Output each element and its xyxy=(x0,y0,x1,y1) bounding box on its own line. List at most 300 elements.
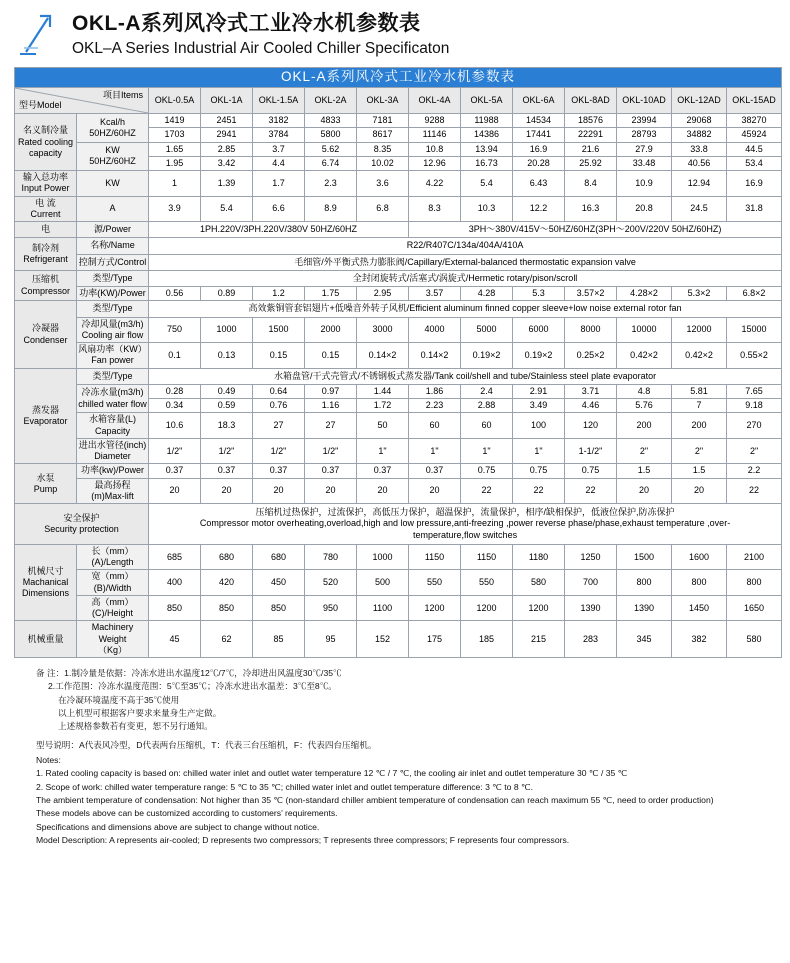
cell: 33.48 xyxy=(617,156,672,170)
group-pump: 水泵 Pump xyxy=(15,464,77,504)
notes-cn xyxy=(36,667,776,752)
cell: 2941 xyxy=(201,128,253,142)
note-en-2: 2. Scope of work: chilled water temperature range: 5 ℃ to 35 ℃; chilled water inlet and outlet temperature difference: 3 ℃ to 8 ℃. xyxy=(36,781,534,792)
cell: 5.62 xyxy=(305,142,357,156)
cell: 680 xyxy=(201,544,253,570)
cell: 1/2" xyxy=(253,438,305,464)
cell: 580 xyxy=(513,570,565,596)
cell: 800 xyxy=(617,570,672,596)
row-pump-lift xyxy=(15,478,782,504)
power-right-value: 3PH～380V/415V～50HZ/60HZ(3PH～200V/220V 50HZ/60HZ) xyxy=(409,222,782,238)
cell: 0.14×2 xyxy=(409,343,461,369)
cell: 44.5 xyxy=(727,142,782,156)
cell: 27 xyxy=(253,413,305,439)
note-en-3: The ambient temperature of condensation: Not higher than 35 ℃ (non-standard chiller ambient temperature of condensation can reach maximum 55 ℃, need to order production) xyxy=(36,794,714,805)
note-cn-1: 备 注：1.制冷量是依据：冷冻水进出水温度12℃/7℃，冷却进出风温度30℃/35℃ xyxy=(36,668,342,679)
note-en-4: These models above can be customized according to customers’ requirements. xyxy=(36,808,338,819)
cell: 1450 xyxy=(672,595,727,621)
cell: 580 xyxy=(727,621,782,658)
power-label-mid: 源/Power xyxy=(77,222,149,238)
corner-model-label: 型号Model xyxy=(19,99,62,110)
cell: 29068 xyxy=(672,114,727,128)
group-condenser: 冷凝器 Condenser xyxy=(15,301,77,368)
cell: 22 xyxy=(727,478,782,504)
row-dim-length xyxy=(15,544,782,570)
model-header-row xyxy=(15,88,782,114)
cell: 5.4 xyxy=(201,196,253,222)
cell: 53.4 xyxy=(727,156,782,170)
power-left-value: 1PH.220V/3PH.220V/380V 50HZ/60HZ xyxy=(149,222,409,238)
cell: 45924 xyxy=(727,128,782,142)
cell: 345 xyxy=(617,621,672,658)
group-dimensions: 机械尺寸 Machanical Dimensions xyxy=(15,544,77,621)
cell: 1500 xyxy=(617,544,672,570)
row-input-power xyxy=(15,171,782,197)
cell: 3.6 xyxy=(357,171,409,197)
group-current: 电 流 Current xyxy=(15,196,77,222)
group-input-power: 输入总功率 Input Power xyxy=(15,171,77,197)
cell: 685 xyxy=(149,544,201,570)
cell: 3.57×2 xyxy=(565,287,617,301)
cell: 1180 xyxy=(513,544,565,570)
cell: 6.8×2 xyxy=(727,287,782,301)
cell: 40.56 xyxy=(672,156,727,170)
notes-section xyxy=(14,667,776,847)
cell: 1419 xyxy=(149,114,201,128)
page-title-cn: OKL-A系列风冷式工业冷水机参数表 xyxy=(72,12,421,35)
row-evaporator-tank xyxy=(15,413,782,439)
cell: 1.16 xyxy=(305,399,357,413)
cell: 850 xyxy=(201,595,253,621)
cell: 1100 xyxy=(357,595,409,621)
cell: 1-1/2" xyxy=(565,438,617,464)
cell: 2" xyxy=(672,438,727,464)
cell: 11146 xyxy=(409,128,461,142)
cell: 520 xyxy=(305,570,357,596)
cell: 20 xyxy=(409,478,461,504)
cell: 20 xyxy=(672,478,727,504)
cell: 0.19×2 xyxy=(461,343,513,369)
cell: 1.2 xyxy=(253,287,305,301)
note-en-1: 1. Rated cooling capacity is based on: chilled water inlet and outlet water temperature 12 ℃ / 7 ℃, the cooling air inlet and outlet temperature 30 ℃ / 35 ℃ xyxy=(36,768,628,779)
cell: 2.91 xyxy=(513,384,565,398)
model-col-11: OKL-15AD xyxy=(727,88,782,114)
cell: 1150 xyxy=(409,544,461,570)
cell: 4833 xyxy=(305,114,357,128)
cell: 0.34 xyxy=(149,399,201,413)
condenser-type-value: 高效紫铜管套铝翅片+低噪音外转子风机/Efficient aluminum finned copper sleeve+low noise external rotor fan xyxy=(149,301,782,317)
cell: 2000 xyxy=(305,317,357,343)
model-col-5: OKL-4A xyxy=(409,88,461,114)
row-refrigerant-control xyxy=(15,254,782,270)
cell: 850 xyxy=(253,595,305,621)
cell: 950 xyxy=(305,595,357,621)
evaporator-tank-label: 水箱容量(L) Capacity xyxy=(77,413,149,439)
cell: 5.81 xyxy=(672,384,727,398)
group-rated-cooling: 名义制冷量 Rated cooling capacity xyxy=(15,114,77,171)
cell: 0.97 xyxy=(305,384,357,398)
row-compressor-power xyxy=(15,287,782,301)
cell: 0.37 xyxy=(149,464,201,478)
cell: 3.42 xyxy=(201,156,253,170)
cell: 2.2 xyxy=(727,464,782,478)
row-weight xyxy=(15,621,782,658)
table-banner: OKL-A系列风冷式工业冷水机参数表 xyxy=(15,68,782,88)
cell: 8.4 xyxy=(565,171,617,197)
cell: 38270 xyxy=(727,114,782,128)
cell: 175 xyxy=(409,621,461,658)
cell: 7181 xyxy=(357,114,409,128)
cell: 1" xyxy=(409,438,461,464)
cell: 1/2" xyxy=(305,438,357,464)
cell: 60 xyxy=(409,413,461,439)
cell: 5.3 xyxy=(513,287,565,301)
cell: 0.15 xyxy=(253,343,305,369)
cell: 1150 xyxy=(461,544,513,570)
cell: 185 xyxy=(461,621,513,658)
cell: 1250 xyxy=(565,544,617,570)
cell: 850 xyxy=(149,595,201,621)
row-pump-power xyxy=(15,464,782,478)
cell: 0.15 xyxy=(305,343,357,369)
cell: 1390 xyxy=(617,595,672,621)
row-evaporator-flow-1 xyxy=(15,384,782,398)
cell: 420 xyxy=(201,570,253,596)
cell: 4000 xyxy=(409,317,461,343)
cell: 22 xyxy=(461,478,513,504)
note-cn-6: 型号说明：A代表风冷型，D代表两台压缩机，T：代表三台压缩机，F：代表四台压缩机。 xyxy=(36,739,377,750)
cell: 24.5 xyxy=(672,196,727,222)
sub-kw: KW 50HZ/60HZ xyxy=(77,142,149,171)
cell: 60 xyxy=(461,413,513,439)
cell: 3.7 xyxy=(253,142,305,156)
cell: 3.49 xyxy=(513,399,565,413)
row-security xyxy=(15,504,782,545)
cell: 12.2 xyxy=(513,196,565,222)
cell: 0.42×2 xyxy=(672,343,727,369)
condenser-airflow-label: 冷却风量(m3/h) Cooling air flow xyxy=(77,317,149,343)
cell: 152 xyxy=(357,621,409,658)
cell: 5.3×2 xyxy=(672,287,727,301)
pump-power-label: 功率(kw)/Power xyxy=(77,464,149,478)
cell: 200 xyxy=(617,413,672,439)
sub-current-a: A xyxy=(77,196,149,222)
model-col-3: OKL-2A xyxy=(305,88,357,114)
cell: 85 xyxy=(253,621,305,658)
cell: 0.13 xyxy=(201,343,253,369)
cell: 120 xyxy=(565,413,617,439)
security-line-cn: 压缩机过热保护，过流保护，高低压力保护，超温保护，流量保护，相序/缺相保护，低液位保护,防冻保护 xyxy=(255,507,675,518)
model-col-8: OKL-8AD xyxy=(565,88,617,114)
model-col-0: OKL-0.5A xyxy=(149,88,201,114)
corner-items-label: 项目Items xyxy=(102,90,143,101)
cell: 3784 xyxy=(253,128,305,142)
cell: 0.25×2 xyxy=(565,343,617,369)
cell: 1.5 xyxy=(617,464,672,478)
sub-input-kw: KW xyxy=(77,171,149,197)
row-kcal-50 xyxy=(15,114,782,128)
cell: 95 xyxy=(305,621,357,658)
note-cn-5: 上述规格参数若有变更，恕不另行通知。 xyxy=(58,721,213,732)
cell: 680 xyxy=(253,544,305,570)
corner-header-cell xyxy=(15,88,149,114)
table-banner-row xyxy=(15,68,782,88)
sub-kcal: Kcal/h 50HZ/60HZ xyxy=(77,114,149,143)
model-col-9: OKL-10AD xyxy=(617,88,672,114)
cell: 6.6 xyxy=(253,196,305,222)
row-current xyxy=(15,196,782,222)
cell: 0.37 xyxy=(253,464,305,478)
cell: 450 xyxy=(253,570,305,596)
cell: 1.39 xyxy=(201,171,253,197)
cell: 8000 xyxy=(565,317,617,343)
cell: 0.59 xyxy=(201,399,253,413)
cell: 0.42×2 xyxy=(617,343,672,369)
cell: 4.8 xyxy=(617,384,672,398)
cell: 5.4 xyxy=(461,171,513,197)
group-evaporator: 蒸发器 Evaporator xyxy=(15,368,77,464)
cell: 200 xyxy=(672,413,727,439)
cell: 283 xyxy=(565,621,617,658)
document-header xyxy=(14,10,776,67)
cell: 1 xyxy=(149,171,201,197)
title-block xyxy=(72,12,449,59)
note-cn-3: 在冷凝环境温度不高于35℃使用 xyxy=(58,694,180,705)
cell: 3.57 xyxy=(409,287,461,301)
cell: 6.43 xyxy=(513,171,565,197)
cell: 500 xyxy=(357,570,409,596)
cell: 2.23 xyxy=(409,399,461,413)
cell: 6000 xyxy=(513,317,565,343)
refrigerant-control-value: 毛细管/外平衡式热力膨胀阀/Capillary/External-balanced thermostatic expansion valve xyxy=(149,254,782,270)
row-condenser-type xyxy=(15,301,782,317)
cell: 2.4 xyxy=(461,384,513,398)
cell: 6.74 xyxy=(305,156,357,170)
cell: 1000 xyxy=(357,544,409,570)
cell: 0.37 xyxy=(357,464,409,478)
cell: 45 xyxy=(149,621,201,658)
cell: 1" xyxy=(461,438,513,464)
row-dim-height xyxy=(15,595,782,621)
cell: 0.14×2 xyxy=(357,343,409,369)
cell: 0.75 xyxy=(461,464,513,478)
cell: 16.3 xyxy=(565,196,617,222)
condenser-type-label: 类型/Type xyxy=(77,301,149,317)
group-weight: 机械重量 xyxy=(15,621,77,658)
group-refrigerant: 制冷剂 Refrigerant xyxy=(15,238,77,271)
cell: 1200 xyxy=(409,595,461,621)
cell: 0.75 xyxy=(513,464,565,478)
cell: 10.02 xyxy=(357,156,409,170)
cell: 0.55×2 xyxy=(727,343,782,369)
cell: 3.71 xyxy=(565,384,617,398)
cell: 10.6 xyxy=(149,413,201,439)
condenser-fanpower-label: 风扇功率（KW） Fan power xyxy=(77,343,149,369)
cell: 750 xyxy=(149,317,201,343)
cell: 800 xyxy=(672,570,727,596)
refrigerant-name-label: 名称/Name xyxy=(77,238,149,254)
notes-en xyxy=(36,754,776,847)
cell: 0.64 xyxy=(253,384,305,398)
cell: 10.9 xyxy=(617,171,672,197)
cell: 1.65 xyxy=(149,142,201,156)
cell: 8617 xyxy=(357,128,409,142)
cell: 31.8 xyxy=(727,196,782,222)
cell: 1" xyxy=(513,438,565,464)
cell: 1600 xyxy=(672,544,727,570)
cell: 1000 xyxy=(201,317,253,343)
cell: 8.9 xyxy=(305,196,357,222)
cell: 10000 xyxy=(617,317,672,343)
cell: 27.9 xyxy=(617,142,672,156)
model-col-4: OKL-3A xyxy=(357,88,409,114)
cell: 0.49 xyxy=(201,384,253,398)
cell: 8.3 xyxy=(409,196,461,222)
cell: 0.75 xyxy=(565,464,617,478)
cell: 14534 xyxy=(513,114,565,128)
cell: 5000 xyxy=(461,317,513,343)
cell: 1" xyxy=(357,438,409,464)
refrigerant-control-label: 控制方式/Control xyxy=(77,254,149,270)
cell: 0.37 xyxy=(201,464,253,478)
cell: 16.9 xyxy=(727,171,782,197)
cell: 215 xyxy=(513,621,565,658)
cell: 7.65 xyxy=(727,384,782,398)
cell: 1200 xyxy=(461,595,513,621)
cell: 3182 xyxy=(253,114,305,128)
cell: 7 xyxy=(672,399,727,413)
group-compressor: 压缩机 Compressor xyxy=(15,270,77,301)
compressor-type-label: 类型/Type xyxy=(77,270,149,286)
cell: 1500 xyxy=(253,317,305,343)
security-line-en-2: temperature,flow switches xyxy=(413,529,518,540)
cell: 33.8 xyxy=(672,142,727,156)
cell: 2.88 xyxy=(461,399,513,413)
model-col-6: OKL-5A xyxy=(461,88,513,114)
cell: 270 xyxy=(727,413,782,439)
cell: 18576 xyxy=(565,114,617,128)
cell: 12000 xyxy=(672,317,727,343)
model-col-2: OKL-1.5A xyxy=(253,88,305,114)
cell: 0.28 xyxy=(149,384,201,398)
cell: 0.76 xyxy=(253,399,305,413)
cell: 1390 xyxy=(565,595,617,621)
cell: 11988 xyxy=(461,114,513,128)
evaporator-diameter-label: 进出水管径(inch) Diameter xyxy=(77,438,149,464)
cell: 20 xyxy=(305,478,357,504)
cell: 28793 xyxy=(617,128,672,142)
arrow-logo-icon xyxy=(18,12,64,56)
power-label-cn: 电 xyxy=(15,222,77,238)
cell: 0.37 xyxy=(305,464,357,478)
evaporator-flow-label: 冷冻水量(m3/h) chilled water flow xyxy=(77,384,149,413)
cell: 20 xyxy=(253,478,305,504)
cell: 800 xyxy=(727,570,782,596)
cell: 1.86 xyxy=(409,384,461,398)
cell: 0.56 xyxy=(149,287,201,301)
cell: 2451 xyxy=(201,114,253,128)
cell: 20 xyxy=(149,478,201,504)
cell: 4.4 xyxy=(253,156,305,170)
row-dim-width xyxy=(15,570,782,596)
cell: 0.1 xyxy=(149,343,201,369)
cell: 50 xyxy=(357,413,409,439)
cell: 23994 xyxy=(617,114,672,128)
cell: 400 xyxy=(149,570,201,596)
row-condenser-fanpower xyxy=(15,343,782,369)
cell: 13.94 xyxy=(461,142,513,156)
cell: 1.72 xyxy=(357,399,409,413)
cell: 34882 xyxy=(672,128,727,142)
cell: 20 xyxy=(357,478,409,504)
cell: 20 xyxy=(617,478,672,504)
cell: 15000 xyxy=(727,317,782,343)
cell: 4.28×2 xyxy=(617,287,672,301)
cell: 14386 xyxy=(461,128,513,142)
cell: 1703 xyxy=(149,128,201,142)
compressor-type-value: 全封闭旋转式/活塞式/涡旋式/Hermetic rotary/pison/scroll xyxy=(149,270,782,286)
note-cn-2: 2.工作范围：冷冻水温度范围：5℃至35℃；冷冻水进出水温差：3℃至8℃。 xyxy=(48,681,337,692)
cell: 1.95 xyxy=(149,156,201,170)
cell: 1200 xyxy=(513,595,565,621)
evaporator-type-value: 水箱盘管/干式壳管式/不锈钢板式蒸发器/Tank coil/shell and tube/Stainless steel plate evaporator xyxy=(149,368,782,384)
dim-height-label: 高（mm）(C)/Height xyxy=(77,595,149,621)
group-security: 安全保护 Security protection xyxy=(15,504,149,545)
cell: 22 xyxy=(565,478,617,504)
cell: 550 xyxy=(409,570,461,596)
cell: 1.7 xyxy=(253,171,305,197)
note-en-5: Specifications and dimensions above are subject to change without notice. xyxy=(36,821,320,832)
cell: 4.28 xyxy=(461,287,513,301)
cell: 0.89 xyxy=(201,287,253,301)
cell: 6.8 xyxy=(357,196,409,222)
row-evaporator-type xyxy=(15,368,782,384)
cell: 18.3 xyxy=(201,413,253,439)
evaporator-type-label: 类型/Type xyxy=(77,368,149,384)
cell: 780 xyxy=(305,544,357,570)
note-cn-4: 以上机型可根据客户要求来量身生产定做。 xyxy=(58,708,222,719)
cell: 1650 xyxy=(727,595,782,621)
note-en-6: Model Description: A represents air-cooled; D represents two compressors; T represents three compressors; F represents four compressors. xyxy=(36,834,570,845)
cell: 16.73 xyxy=(461,156,513,170)
cell: 0.19×2 xyxy=(513,343,565,369)
cell: 12.94 xyxy=(672,171,727,197)
cell: 382 xyxy=(672,621,727,658)
model-col-1: OKL-1A xyxy=(201,88,253,114)
row-kw-50 xyxy=(15,142,782,156)
cell: 100 xyxy=(513,413,565,439)
cell: 22 xyxy=(513,478,565,504)
cell: 2.3 xyxy=(305,171,357,197)
cell: 1.5 xyxy=(672,464,727,478)
cell: 20 xyxy=(201,478,253,504)
cell: 27 xyxy=(305,413,357,439)
row-power-supply xyxy=(15,222,782,238)
cell: 22291 xyxy=(565,128,617,142)
cell: 550 xyxy=(461,570,513,596)
cell: 9.18 xyxy=(727,399,782,413)
cell: 2" xyxy=(727,438,782,464)
cell: 2" xyxy=(617,438,672,464)
cell: 12.96 xyxy=(409,156,461,170)
security-value xyxy=(149,504,782,545)
cell: 1.75 xyxy=(305,287,357,301)
compressor-power-label: 功率(KW)/Power xyxy=(77,287,149,301)
cell: 5800 xyxy=(305,128,357,142)
cell: 10.3 xyxy=(461,196,513,222)
security-line-en-1: Compressor motor overheating,overload,high and low pressure,anti-freezing ,power reverse phase/phase,exhaust temperature ,over- xyxy=(199,518,731,529)
cell: 8.35 xyxy=(357,142,409,156)
